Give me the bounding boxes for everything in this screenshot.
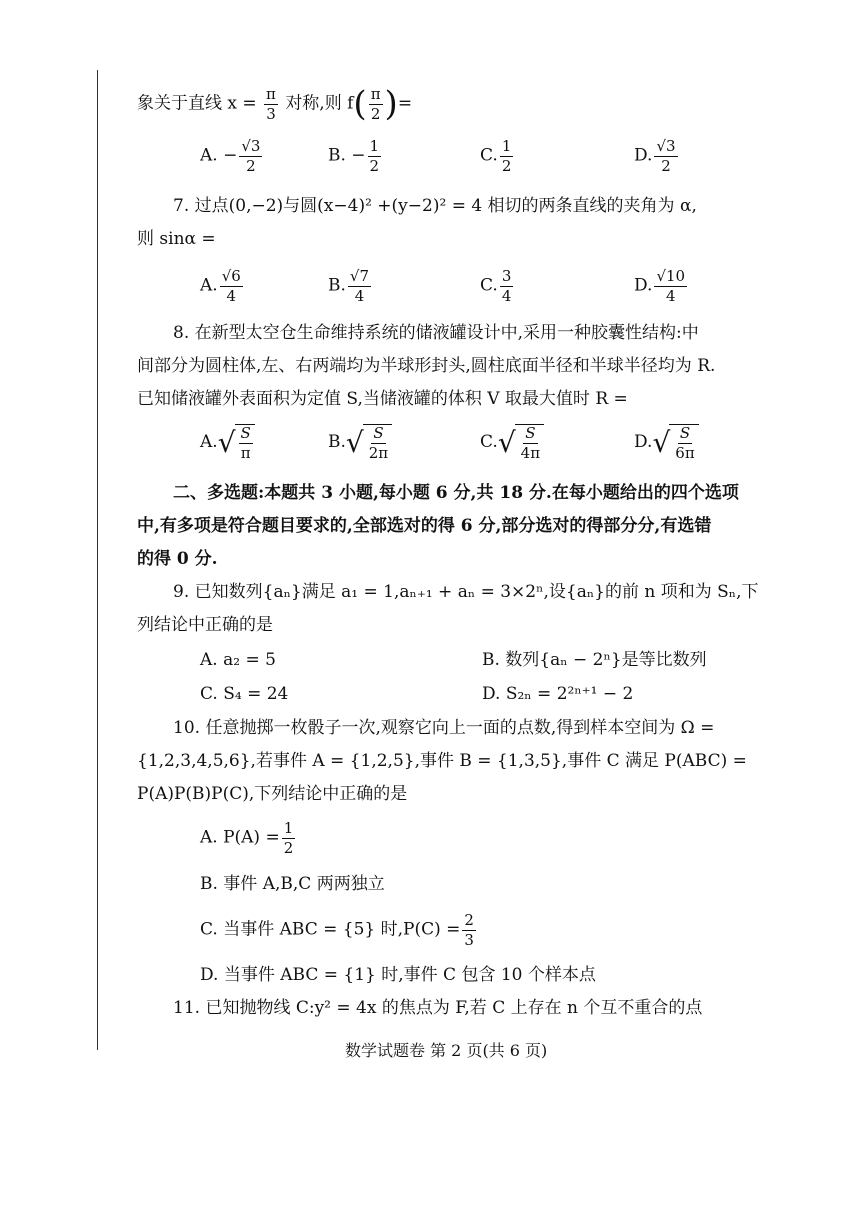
q6-text2: 对称,则 f bbox=[285, 93, 354, 114]
q7-option-c: C. $\frac{3}{4}$ bbox=[480, 267, 512, 305]
q9-option-c: C. S₄ = 24 bbox=[200, 684, 289, 704]
q6-text: 象关于直线 x = bbox=[137, 93, 257, 114]
q6-option-c: C. $\frac{1}{2}$ bbox=[480, 137, 512, 175]
q7-line2: 则 sinα = bbox=[137, 229, 216, 249]
q10-option-b: B. 事件 A,B,C 两两独立 bbox=[200, 874, 385, 894]
q8-line3: 已知储液罐外表面积为定值 S,当储液罐的体积 V 取最大值时 R = bbox=[137, 389, 628, 409]
q6-option-d: D. $\frac{√3}{2}$ bbox=[634, 137, 676, 175]
section2-line2: 中,有多项是符合题目要求的,全部选对的得 6 分,部分选对的得部分分,有选错 bbox=[137, 516, 712, 536]
section2-line1: 二、多选题:本题共 3 小题,每小题 6 分,共 18 分.在每小题给出的四个选项 bbox=[173, 483, 739, 503]
q7-option-b: B. $\frac{√7}{4}$ bbox=[328, 267, 370, 305]
q8-line2: 间部分为圆柱体,左、右两端均为半球形封头,圆柱底面半径和半球半径均为 R. bbox=[137, 356, 716, 376]
q10-option-a-fraction: $\frac{1}{2}$ bbox=[283, 819, 294, 857]
q10-line1: 10. 任意抛掷一枚骰子一次,观察它向上一面的点数,得到样本空间为 Ω = bbox=[173, 718, 715, 738]
q8-option-c: C. √ $\frac{S}{4\pi}$ bbox=[480, 424, 544, 461]
q10-option-a: A. P(A) = $\frac{1}{2}$ bbox=[200, 819, 294, 857]
q7-option-a: A. $\frac{√6}{4}$ bbox=[200, 267, 241, 305]
q8-option-b: B. √ $\frac{S}{2\pi}$ bbox=[328, 424, 392, 461]
q6-options bbox=[200, 138, 840, 188]
q10-line3: P(A)P(B)P(C),下列结论中正确的是 bbox=[137, 784, 408, 804]
q7-options bbox=[200, 268, 840, 318]
q10-option-c-fraction: $\frac{2}{3}$ bbox=[464, 911, 474, 949]
q7-line1: 7. 过点(0,−2)与圆(x−4)² +(y−2)² = 4 相切的两条直线的夹角为 α, bbox=[173, 196, 697, 216]
q6-option-a: A. − $\frac{√3}{2}$ bbox=[200, 137, 261, 175]
q8-option-d: D. √ $\frac{S}{6\pi}$ bbox=[634, 424, 699, 461]
section2-line3: 的得 0 分. bbox=[137, 549, 218, 569]
page-footer: 数学试题卷 第 2 页(共 6 页) bbox=[345, 1041, 548, 1060]
q6-stem: 象关于直线 x = $\frac{\pi}{3}$ 对称,则 f( $\frac{\pi}{2}$ )= bbox=[137, 84, 413, 124]
q9-option-a: A. a₂ = 5 bbox=[200, 650, 276, 670]
q9-line1: 9. 已知数列{aₙ}满足 a₁ = 1,aₙ₊₁ + aₙ = 3×2ⁿ,设{aₙ}的前 n 项和为 Sₙ,下 bbox=[173, 582, 759, 602]
q7-option-d: D. $\frac{√10}{4}$ bbox=[634, 267, 686, 305]
q9-line2: 列结论中正确的是 bbox=[137, 615, 273, 635]
q6-fraction: $\frac{\pi}{3}$ bbox=[266, 85, 276, 123]
q11-line1: 11. 已知抛物线 C:y² = 4x 的焦点为 F,若 C 上存在 n 个互不重合的点 bbox=[173, 998, 703, 1018]
q8-option-a: A. √ $\frac{S}{\pi}$ bbox=[200, 424, 255, 461]
q6-text3: = bbox=[397, 93, 413, 114]
q10-option-d: D. 当事件 ABC = {1} 时,事件 C 包含 10 个样本点 bbox=[200, 965, 596, 985]
q8-options bbox=[200, 424, 840, 476]
q6-paren-fraction: $\frac{\pi}{2}$ bbox=[370, 85, 381, 123]
q6-option-b: B. − $\frac{1}{2}$ bbox=[328, 137, 380, 175]
q10-option-c: C. 当事件 ABC = {5} 时,P(C) = $\frac{2}{3}$ bbox=[200, 911, 474, 949]
q9-option-b: B. 数列{aₙ − 2ⁿ}是等比数列 bbox=[482, 650, 707, 670]
q8-line1: 8. 在新型太空仓生命维持系统的储液罐设计中,采用一种胶囊性结构:中 bbox=[173, 323, 699, 343]
q9-option-d: D. S₂ₙ = 2²ⁿ⁺¹ − 2 bbox=[482, 684, 634, 704]
q10-line2: {1,2,3,4,5,6},若事件 A = {1,2,5},事件 B = {1,3,5},事件 C 满足 P(ABC) = bbox=[137, 751, 747, 771]
binding-margin-line bbox=[97, 70, 98, 1050]
